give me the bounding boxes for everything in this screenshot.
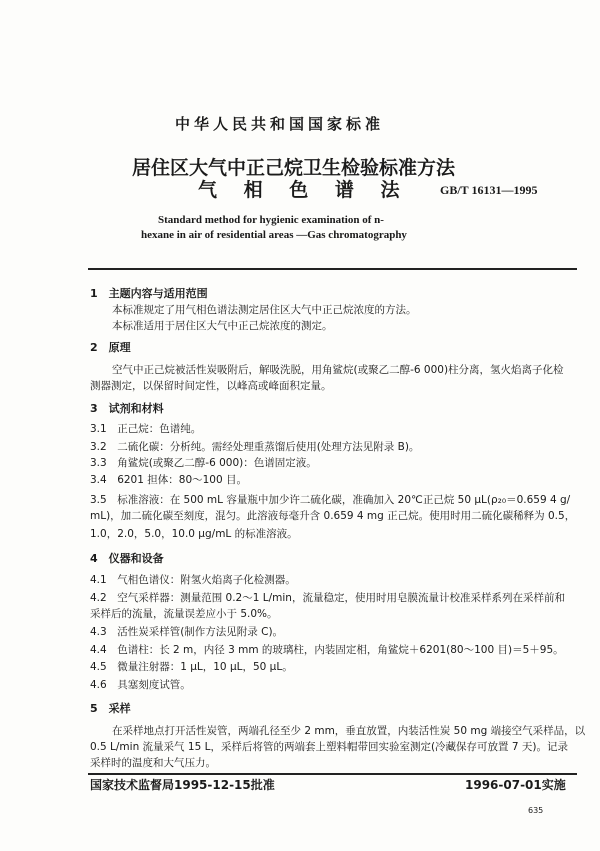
implementation-date: 1996-07-01实施 (465, 778, 566, 792)
clause-line: 4.4 色谱柱：长 2 m，内径 3 mm 的玻璃柱，内装固定相，角鲨烷＋6201(80～100 目)＝5＋95。 (90, 644, 564, 656)
clause-line: 3.2 二硫化碳：分析纯。需经处理重蒸馏后使用(处理方法见附录 B)。 (90, 441, 420, 453)
clause-line: 3.3 角鲨烷(或聚乙二醇-6 000)：色谱固定液。 (90, 457, 317, 469)
paragraph-line: 测器测定，以保留时间定性，以峰高或峰面积定量。 (90, 380, 332, 392)
section-heading: 4 仪器和设备 (90, 552, 164, 565)
paragraph-line: 空气中正己烷被活性炭吸附后，解吸洗脱，用角鲨烷(或聚乙二醇-6 000)柱分离，氢火焰离子化检 (112, 364, 564, 376)
header-divider (88, 268, 577, 270)
section-heading: 2 原理 (90, 341, 131, 354)
clause-line: 4.2 空气采样器：测量范围 0.2～1 L/min，流量稳定，使用时用皂膜流量计校准采样系列在采样前和 (90, 592, 565, 604)
paragraph-line: 本标准适用于居住区大气中正己烷浓度的测定。 (112, 320, 333, 332)
clause-line: 4.3 活性炭采样管(制作方法见附录 C)。 (90, 626, 284, 638)
clause-line: 4.5 微量注射器：1 μL，10 μL，50 μL。 (90, 661, 293, 673)
national-standard-label: 中华人民共和国国家标准 (175, 115, 385, 133)
clause-line: 4.1 气相色谱仪：附氢火焰离子化检测器。 (90, 574, 296, 586)
page-number: 635 (528, 806, 544, 815)
paragraph-line: 在采样地点打开活性炭管，两端孔径至少 2 mm，垂直放置，内装活性炭 50 mg 端接空气采样品，以 (112, 725, 586, 737)
document-title: 居住区大气中正己烷卫生检验标准方法 (132, 157, 456, 179)
paragraph-line: 0.5 L/min 流量采气 15 L，采样后将管的两端套上塑料帽带回实验室测定(冷藏保存可放置 7 天)。记录 (90, 741, 568, 753)
clause-line: 3.5 标准溶液：在 500 mL 容量瓶中加少许二硫化碳，准确加入 20℃正己烷 50 μL(ρ₂₀＝0.659 4 g/ (90, 494, 571, 506)
section-heading: 3 试剂和材料 (90, 402, 164, 415)
clause-line: 采样后的流量，流量误差应小于 5.0%。 (90, 608, 278, 620)
clause-line: mL)，加二硫化碳至刻度，混匀。此溶液每毫升含 0.659 4 mg 正己烷。使用时用二硫化碳稀释为 0.5， (90, 510, 576, 522)
clause-line: 3.4 6201 担体：80～100 目。 (90, 474, 247, 486)
section-heading: 1 主题内容与适用范围 (90, 287, 208, 300)
paragraph-line: 本标准规定了用气相色谱法测定居住区大气中正己烷浓度的方法。 (112, 304, 417, 316)
standard-number: GB/T 16131—1995 (440, 183, 538, 197)
clause-line: 1.0，2.0，5.0，10.0 μg/mL 的标准溶液。 (90, 528, 298, 540)
footer-divider (88, 773, 577, 775)
paragraph-line: 采样时的温度和大气压力。 (90, 757, 216, 769)
clause-line: 4.6 具塞刻度试管。 (90, 679, 191, 691)
english-title-line2: hexane in air of residential areas —Gas chromatography (141, 229, 407, 241)
clause-line: 3.1 正己烷：色谱纯。 (90, 423, 202, 435)
english-title-line1: Standard method for hygienic examination of n- (158, 214, 384, 226)
approval-date: 国家技术监督局1995-12-15批准 (90, 778, 275, 792)
document-subtitle: 气 相 色 谱 法 (198, 179, 410, 201)
section-heading: 5 采样 (90, 702, 131, 715)
